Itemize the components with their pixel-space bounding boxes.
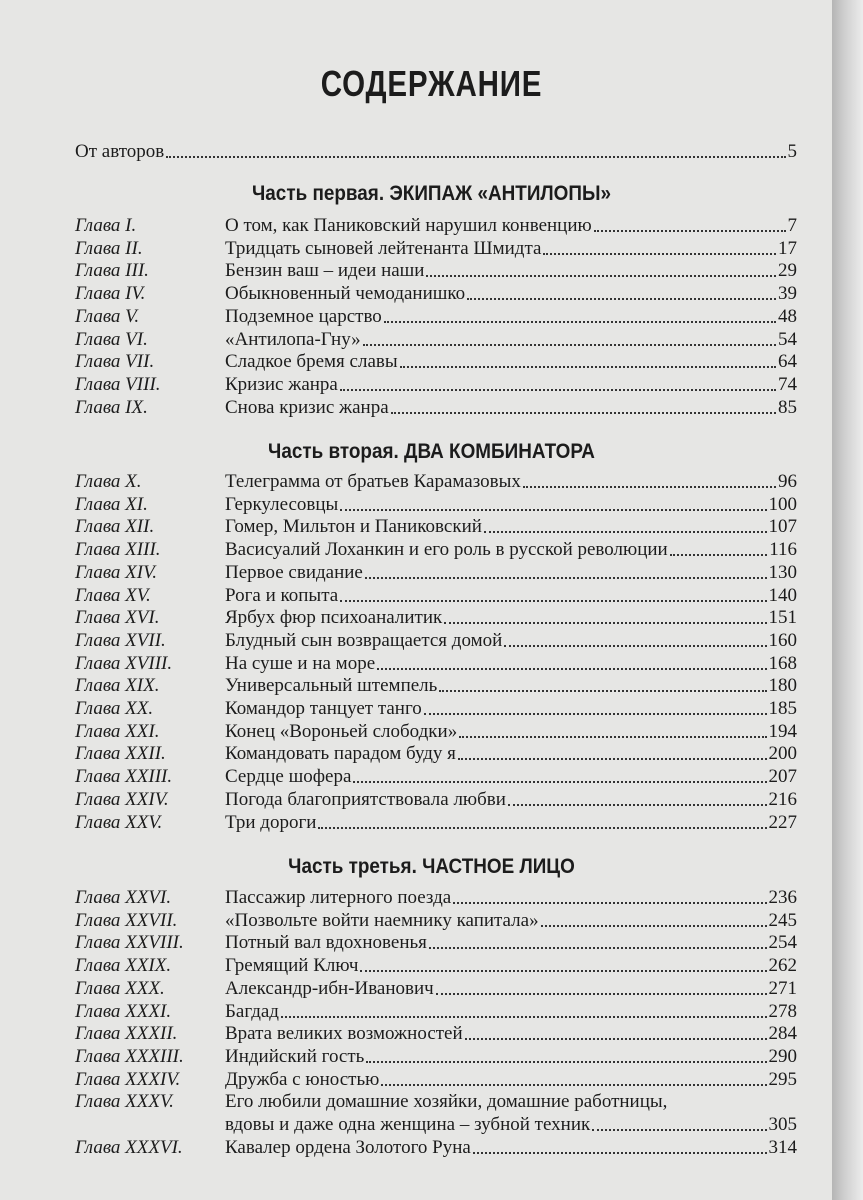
chapter-title: Кавалер ордена Золотого Руна [225,1136,471,1158]
chapter-page: 236 [768,887,797,908]
dot-leader [592,1129,766,1131]
chapter-page: 284 [768,1023,797,1045]
dot-leader [281,1016,767,1018]
chapter-title: Конец «Вороньей слободки» [225,720,458,742]
chapter-title: Блудный сын возвращается домой [225,629,503,651]
chapter-title: Александр-ибн-Иванович [225,977,434,999]
dot-leader [340,389,776,391]
dot-leader [541,925,767,927]
toc-entry [75,931,797,955]
chapter-title: Геркулесовцы [225,493,339,515]
dot-leader [363,344,776,346]
toc-entry [75,1090,797,1114]
chapter-page: 39 [778,283,797,305]
dot-leader [318,827,766,829]
dot-leader [453,902,766,904]
chapter-page: 227 [768,811,797,833]
toc-entry [75,350,797,374]
chapter-label: Глава XXIX. [75,955,172,977]
dot-leader [458,758,767,760]
dot-leader [166,156,785,158]
dot-leader [543,253,776,255]
chapter-label: Глава XXII. [75,743,166,765]
dot-leader [523,486,776,488]
dot-leader [465,1038,767,1040]
chapter-page: 207 [768,766,797,788]
chapter-label: Глава XI. [75,493,148,515]
page-gutter [832,0,863,1200]
chapter-label: Глава III. [75,260,149,282]
chapter-title: Потный вал вдохновенья [225,932,427,954]
dot-leader [365,577,767,579]
chapter-page: 151 [768,607,797,629]
chapter-page: 130 [768,561,797,583]
chapter-title: Его любили домашние хозяйки, домашние работницы, [225,1091,668,1113]
chapter-title: Дружба с юностью [225,1068,380,1090]
toc-entry [75,1136,797,1160]
chapter-title: На суше и на море [225,652,376,674]
chapter-page: 160 [768,629,797,651]
chapter-label: Глава XXV. [75,811,163,833]
chapter-label: Глава VII. [75,351,155,373]
chapter-page: 48 [778,305,797,327]
page-title: СОДЕРЖАНИЕ [320,63,543,104]
chapter-label: Глава VI. [75,328,148,350]
chapter-title: Врата великих возможностей [225,1023,463,1045]
chapter-label: Глава XXXIV. [75,1068,181,1090]
chapter-page: 100 [768,493,797,515]
dot-leader [426,275,776,277]
dot-leader [436,993,767,995]
chapter-label: Глава XXIV. [75,788,169,810]
chapter-label: Глава XIV. [75,561,158,583]
chapter-label: Глава XXXVI. [75,1136,183,1158]
toc-entry [75,1068,797,1092]
dot-leader [424,713,767,715]
toc-entry [75,259,797,283]
chapter-label: Глава XII. [75,516,155,538]
chapter-label: Глава XXXIII. [75,1045,184,1067]
chapter-title: Кризис жанра [225,373,338,395]
chapter-label: Глава XXVIII. [75,932,184,954]
chapter-page: 216 [768,788,797,810]
toc-entry [75,470,797,494]
chapter-page: 180 [768,675,797,697]
chapter-label: Глава V. [75,305,140,327]
toc-entry [75,629,797,653]
chapter-title: Багдад [225,1000,279,1022]
dot-leader [504,645,766,647]
intro-page: 5 [787,141,797,162]
toc-entry [75,328,797,352]
chapter-label: Глава XXVII. [75,909,178,931]
toc-entry [75,652,797,676]
chapter-page: 254 [768,932,797,954]
toc-intro [75,140,797,164]
chapter-title: «Антилопа-Гну» [225,328,361,350]
chapter-label: Глава XVIII. [75,652,173,674]
dot-leader [400,366,776,368]
chapter-page: 278 [768,1000,797,1022]
dot-leader [444,622,766,624]
toc-entry [75,886,797,910]
chapter-label: Глава XXX. [75,977,165,999]
chapter-page: 168 [768,652,797,674]
toc-entry [75,954,797,978]
chapter-page: 271 [768,977,797,999]
chapter-label: Глава I. [75,215,137,236]
toc-entry [75,515,797,539]
dot-leader [439,690,766,692]
toc-entry [75,538,797,562]
chapter-title: Васисуалий Лоханкин и его роль в русской революции [225,539,668,561]
dot-leader [360,970,766,972]
chapter-title: Сладкое бремя славы [225,351,398,373]
chapter-title: Ярбух фюр психоаналитик [225,607,443,629]
chapter-label: Глава XXXII. [75,1023,178,1045]
toc-entry [75,373,797,397]
chapter-page: 7 [787,215,797,236]
toc-entry [75,237,797,261]
chapter-title: Универсальный штемпель [225,675,438,697]
chapter-label: Глава XXXV. [75,1091,174,1113]
chapter-page: 64 [778,351,797,373]
chapter-title: Снова кризис жанра [225,396,389,418]
chapter-page: 54 [778,328,797,350]
chapter-page: 140 [768,584,797,606]
dot-leader [340,600,766,602]
toc-entry [75,674,797,698]
chapter-title: Сердце шофера [225,766,352,788]
chapter-page: 17 [778,237,797,259]
chapter-label: Глава XVI. [75,607,160,629]
dot-leader [353,781,766,783]
dot-leader [429,947,767,949]
toc-entry [75,1045,797,1069]
chapter-title: Гомер, Мильтон и Паниковский [225,516,482,538]
dot-leader [484,531,767,533]
chapter-label: Глава X. [75,471,142,492]
chapter-title: Пассажир литерного поезда [225,887,452,908]
dot-leader [467,298,776,300]
dot-leader [377,668,766,670]
dot-leader [670,554,767,556]
chapter-title: Первое свидание [225,561,363,583]
toc-entry [75,765,797,789]
chapter-page: 295 [768,1068,797,1090]
dot-leader [381,1084,766,1086]
chapter-label: Глава XV. [75,584,151,606]
toc-entry [75,720,797,744]
chapter-label: Глава XIII. [75,539,161,561]
chapter-title: Бензин ваш – идеи наши [225,260,425,282]
dot-leader [508,804,767,806]
chapter-label: Глава II. [75,237,143,259]
chapter-title: Подземное царство [225,305,382,327]
dot-leader [384,321,776,323]
chapter-label: Глава XXVI. [75,887,172,908]
toc-entry [75,811,797,835]
chapter-page: 245 [768,909,797,931]
chapter-label: Глава IX. [75,396,148,418]
chapter-title: Три дороги [225,811,317,833]
toc-entry [75,977,797,1001]
toc-entry [75,697,797,721]
chapter-title: Обыкновенный чемоданишко [225,283,466,305]
chapter-title: «Позвольте войти наемнику капитала» [225,909,539,931]
chapter-label: Глава XVII. [75,629,166,651]
toc-entry [75,584,797,608]
chapter-label: Глава XIX. [75,675,160,697]
chapter-title: Тридцать сыновей лейтенанта Шмидта [225,237,542,259]
toc-entry [75,396,797,420]
chapter-page: 262 [768,955,797,977]
chapter-label: Глава IV. [75,283,146,305]
chapter-page: 194 [768,720,797,742]
toc-entry [75,1022,797,1046]
toc-entry [75,909,797,933]
chapter-page: 29 [778,260,797,282]
toc-entry [75,493,797,517]
chapter-page: 96 [778,471,797,492]
toc-entry [75,561,797,585]
chapter-title: Телеграмма от братьев Карамазовых [225,471,521,492]
toc-entry [75,788,797,812]
dot-leader [459,736,766,738]
chapter-title: Индийский гость [225,1045,365,1067]
dot-leader [340,509,766,511]
chapter-title: Командовать парадом буду я [225,743,456,765]
dot-leader [391,412,776,414]
chapter-title: О том, как Паниковский нарушил конвенцию [225,215,592,236]
chapter-label: Глава XXXI. [75,1000,172,1022]
dot-leader [366,1061,766,1063]
chapter-label: Глава VIII. [75,373,161,395]
dot-leader [594,230,786,232]
toc-entry [75,282,797,306]
chapter-title: Погода благоприятствовала любви [225,788,506,810]
toc-entry-continued [225,1113,797,1137]
toc-entry [75,214,797,238]
dot-leader [473,1152,767,1154]
chapter-page: 185 [768,698,797,719]
chapter-title: Командор танцует танго [225,698,422,719]
chapter-page: 305 [768,1114,797,1135]
chapter-page: 85 [778,396,797,418]
chapter-label: Глава XX. [75,698,154,719]
chapter-title: Рога и копыта [225,584,339,606]
chapter-page: 200 [768,743,797,765]
chapter-page: 314 [768,1136,797,1158]
toc-entry [75,606,797,630]
toc-entry [75,742,797,766]
toc-entry [75,305,797,329]
part-heading: Часть вторая. ДВА КОМБИНАТОРА [268,440,595,463]
chapter-label: Глава XXIII. [75,766,173,788]
chapter-page: 74 [778,373,797,395]
toc-entry [75,1000,797,1024]
intro-title: От авторов [75,141,165,162]
chapter-page: 107 [768,516,797,538]
part-heading: Часть первая. ЭКИПАЖ «АНТИЛОПЫ» [252,182,611,205]
chapter-page: 290 [768,1045,797,1067]
chapter-title: Гремящий Ключ [225,955,359,977]
chapter-page: 116 [769,539,797,561]
part-heading: Часть третья. ЧАСТНОЕ ЛИЦО [288,855,575,878]
chapter-title-continued: вдовы и даже одна женщина – зубной техник [225,1114,591,1135]
chapter-label: Глава XXI. [75,720,160,742]
